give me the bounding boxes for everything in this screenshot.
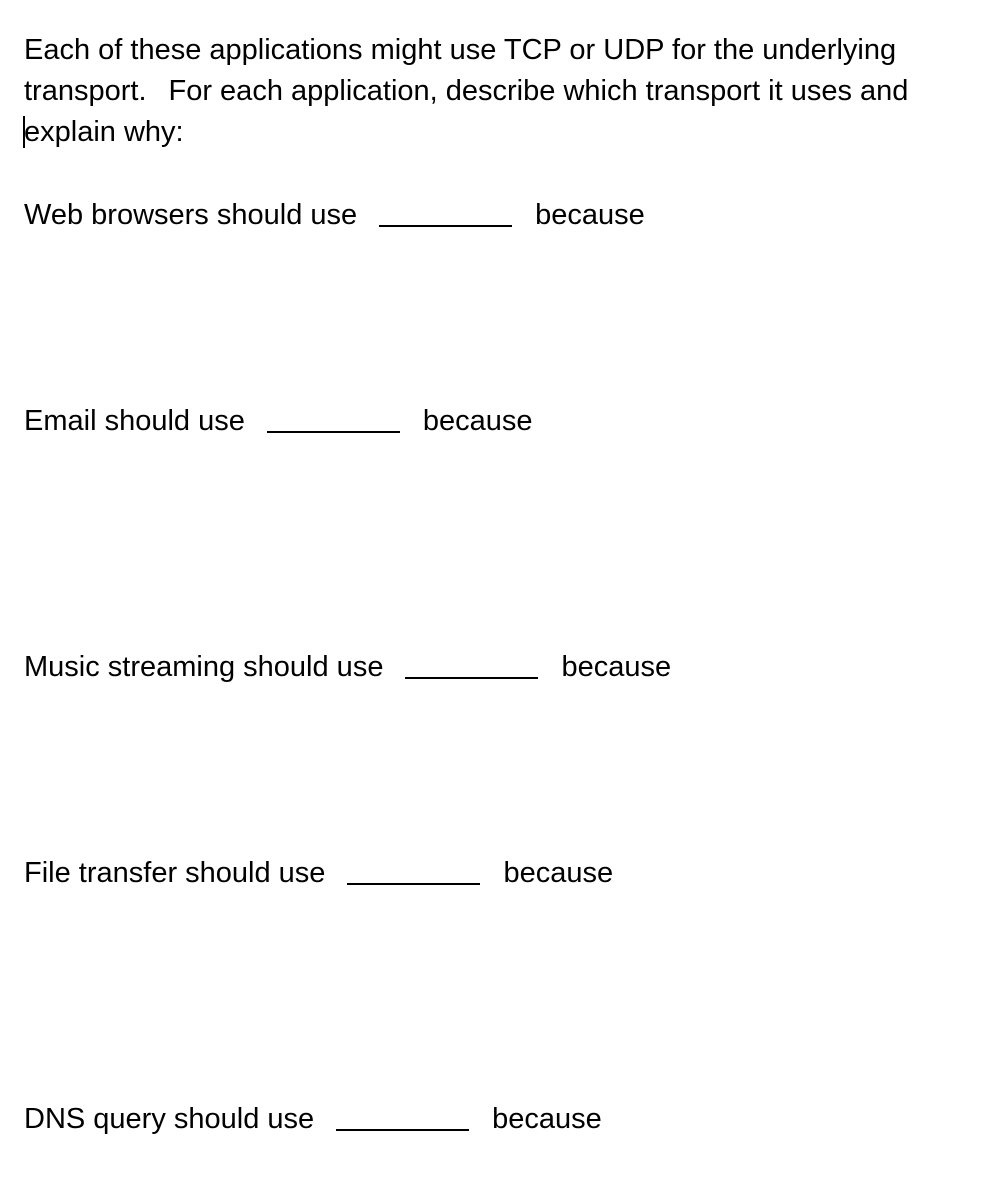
question-prompt: Music streaming should use	[24, 651, 384, 683]
question-prompt: File transfer should use	[24, 857, 326, 889]
because-label: because	[503, 857, 614, 889]
instructions-line-3-rest: xplain why:	[40, 116, 184, 148]
question-web-browsers	[24, 197, 645, 233]
answer-blank[interactable]	[336, 1129, 469, 1131]
answer-blank[interactable]	[347, 883, 480, 885]
document-page	[24, 0, 974, 1200]
instructions-line-3-first-letter: e	[24, 116, 41, 148]
answer-blank[interactable]	[379, 225, 512, 227]
question-prompt: DNS query should use	[24, 1103, 315, 1135]
answer-blank[interactable]	[405, 677, 538, 679]
because-label: because	[422, 405, 533, 437]
text-cursor	[23, 116, 25, 148]
instructions-line-2-start: transport.	[24, 75, 147, 107]
because-label: because	[492, 1103, 602, 1135]
question-prompt: Web browsers should use	[24, 199, 358, 231]
instructions-line-2	[24, 71, 974, 112]
because-label: because	[561, 651, 672, 683]
question-music-streaming	[24, 649, 671, 685]
instructions-line-1: Each of these applications might use TCP or UDP for the underlying	[24, 34, 897, 66]
instructions-line-2-end: For each application, describe which transport it uses and	[168, 75, 909, 107]
question-dns-query	[24, 1101, 602, 1137]
instructions-paragraph[interactable]	[24, 30, 974, 153]
question-prompt: Email should use	[24, 405, 245, 437]
answer-blank[interactable]	[267, 431, 400, 433]
question-file-transfer	[24, 855, 613, 891]
instructions-line-3	[24, 112, 974, 153]
question-email	[24, 403, 533, 439]
because-label: because	[535, 199, 645, 231]
